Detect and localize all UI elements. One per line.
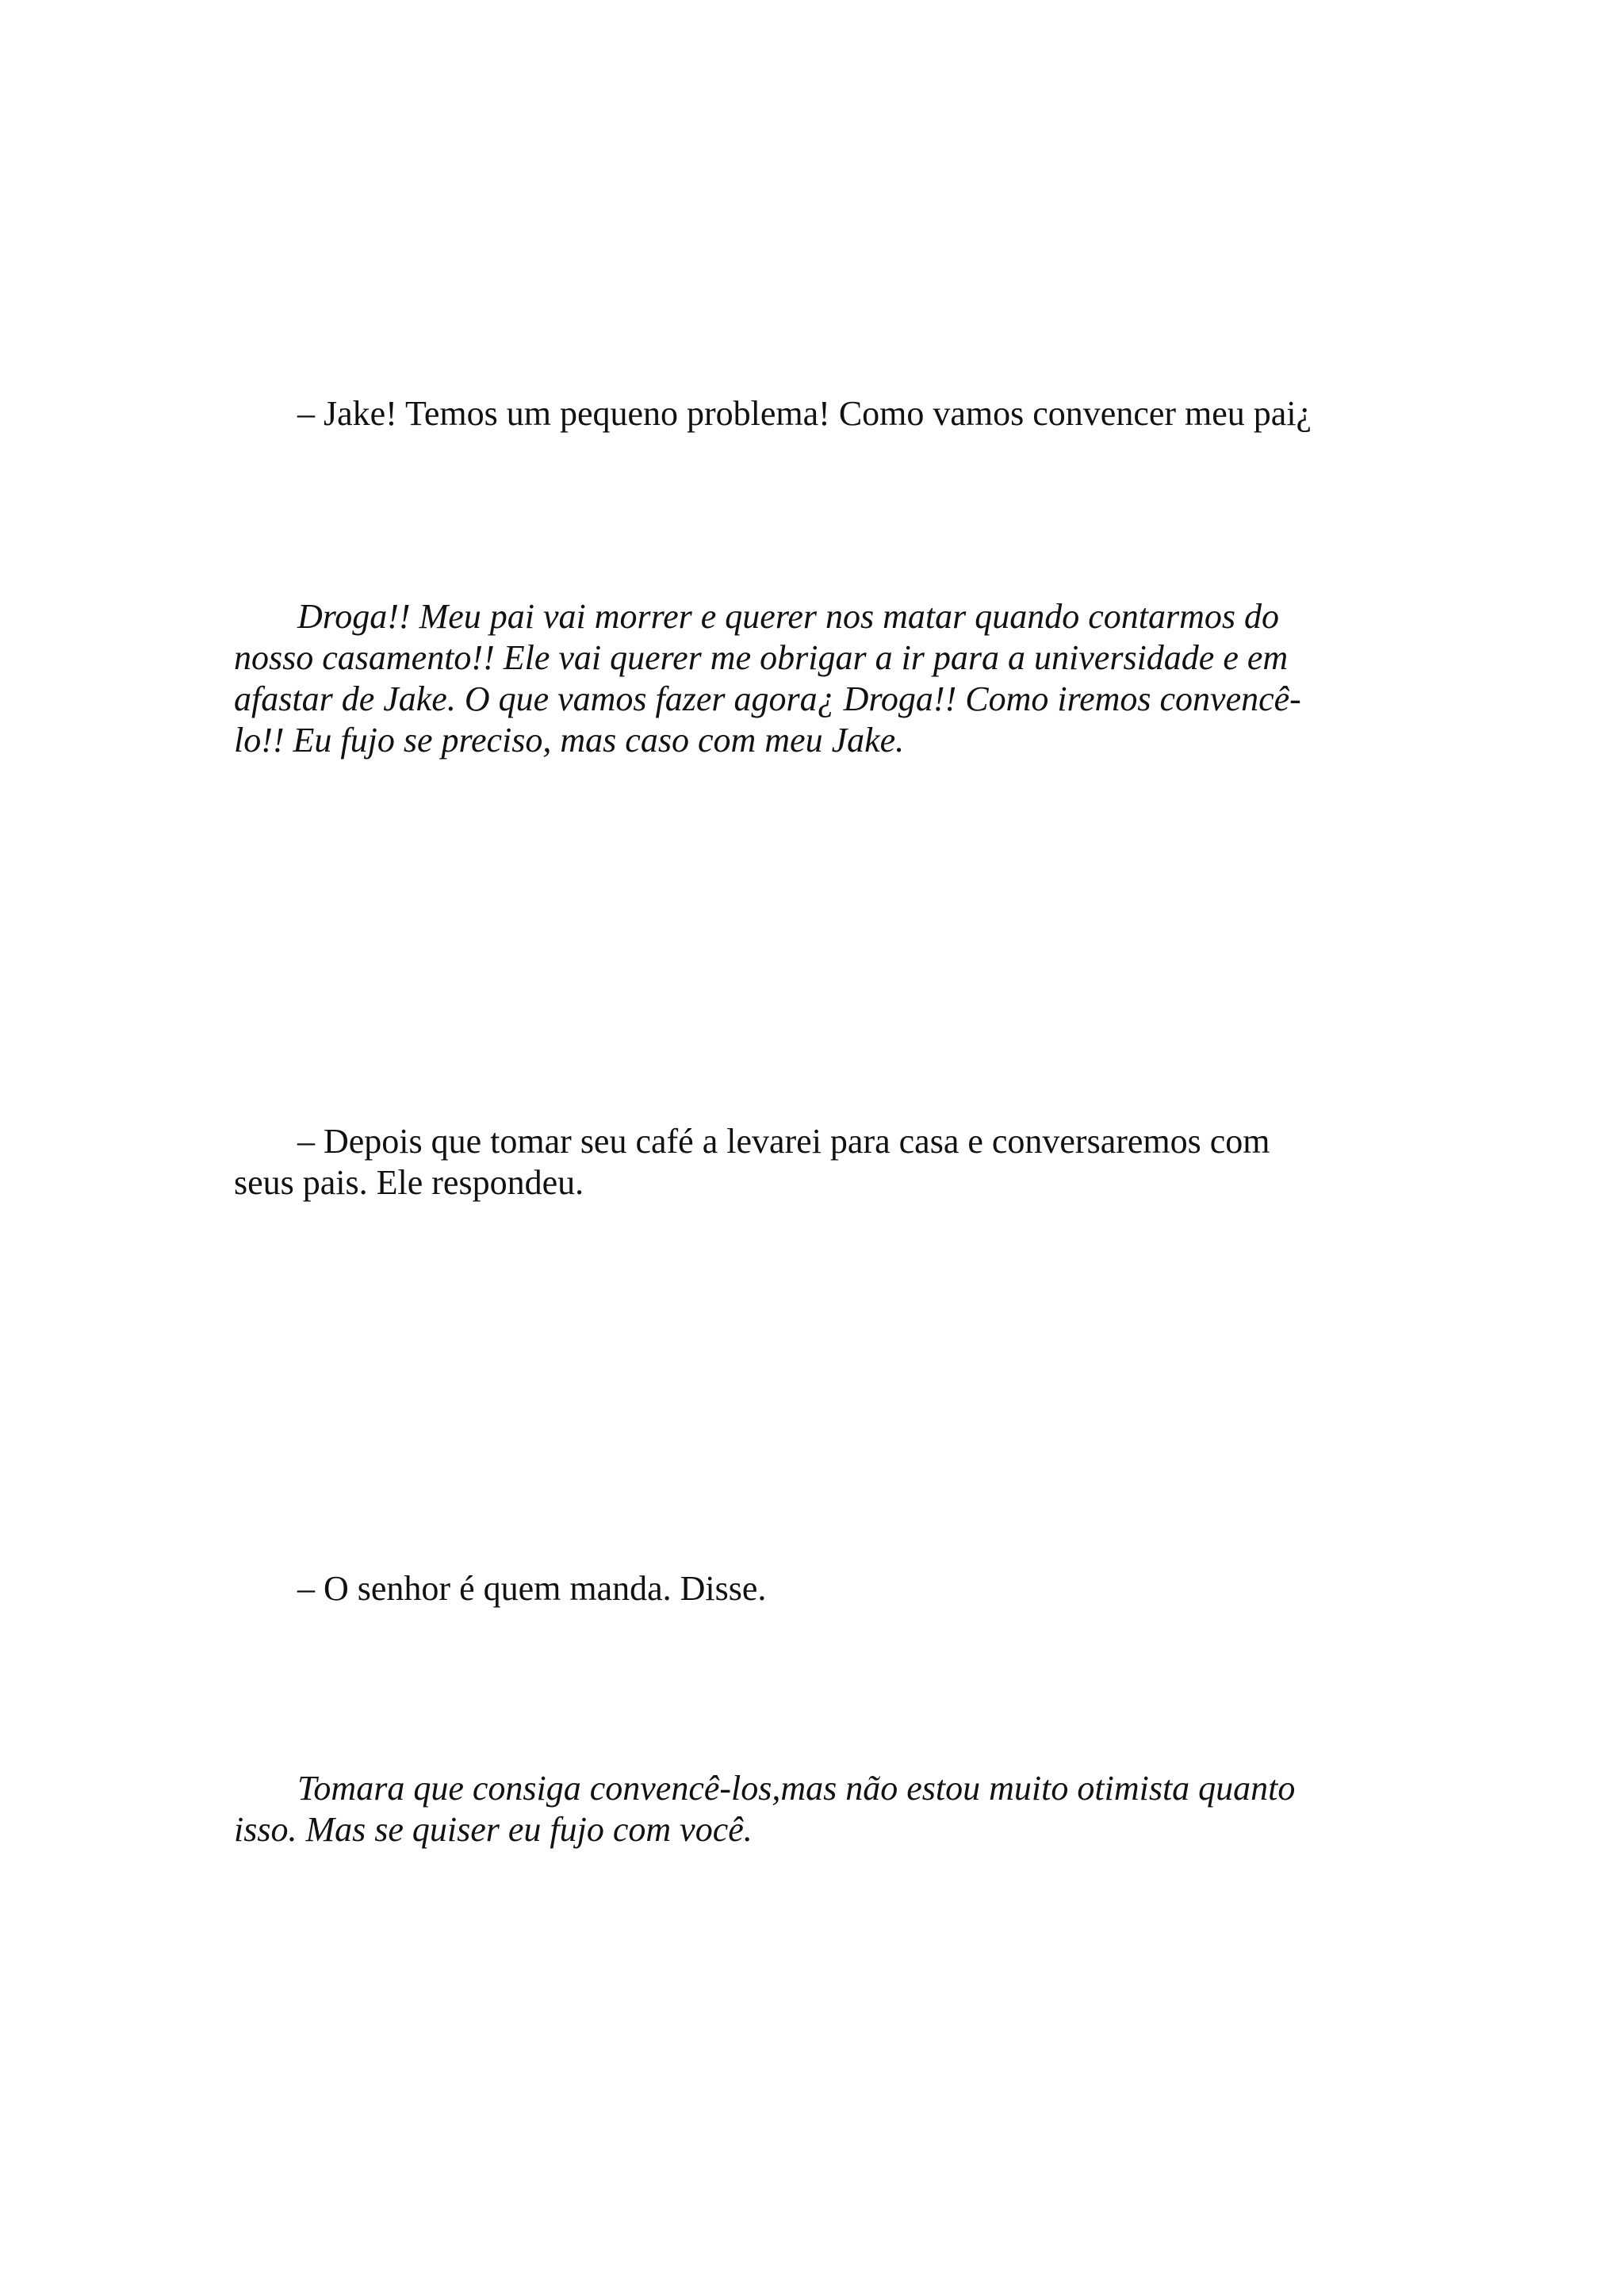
text-line: isso. Mas se quiser eu fujo com você. (234, 1810, 753, 1849)
text-line: lo!! Eu fujo se preciso, mas caso com meu Jake. (234, 721, 905, 760)
text-line: – O senhor é quem manda. Disse. (297, 1569, 767, 1608)
text-line: seus pais. Ele respondeu. (234, 1163, 584, 1202)
paragraph-dialogue-senhor (234, 1568, 1392, 1609)
paragraph-thought-droga (234, 596, 1392, 761)
text-line: afastar de Jake. O que vamos fazer agora¿ Droga!! Como iremos convencê- (234, 679, 1301, 718)
text-line: nosso casamento!! Ele vai querer me obrigar a ir para a universidade e em (234, 638, 1289, 677)
text-line: Droga!! Meu pai vai morrer e querer nos matar quando contarmos do (297, 597, 1279, 636)
text-line: – Depois que tomar seu café a levarei para casa e conversaremos com (297, 1122, 1270, 1161)
paragraph-dialogue-depois (234, 1121, 1392, 1203)
text-line: – Jake! Temos um pequeno problema! Como vamos convencer meu pai¿ (297, 394, 1312, 433)
text-line: Tomara que consiga convencê-los,mas não estou muito otimista quanto (297, 1769, 1296, 1808)
paragraph-dialogue-jake-problem (234, 393, 1392, 434)
paragraph-thought-tomara (234, 1768, 1392, 1850)
